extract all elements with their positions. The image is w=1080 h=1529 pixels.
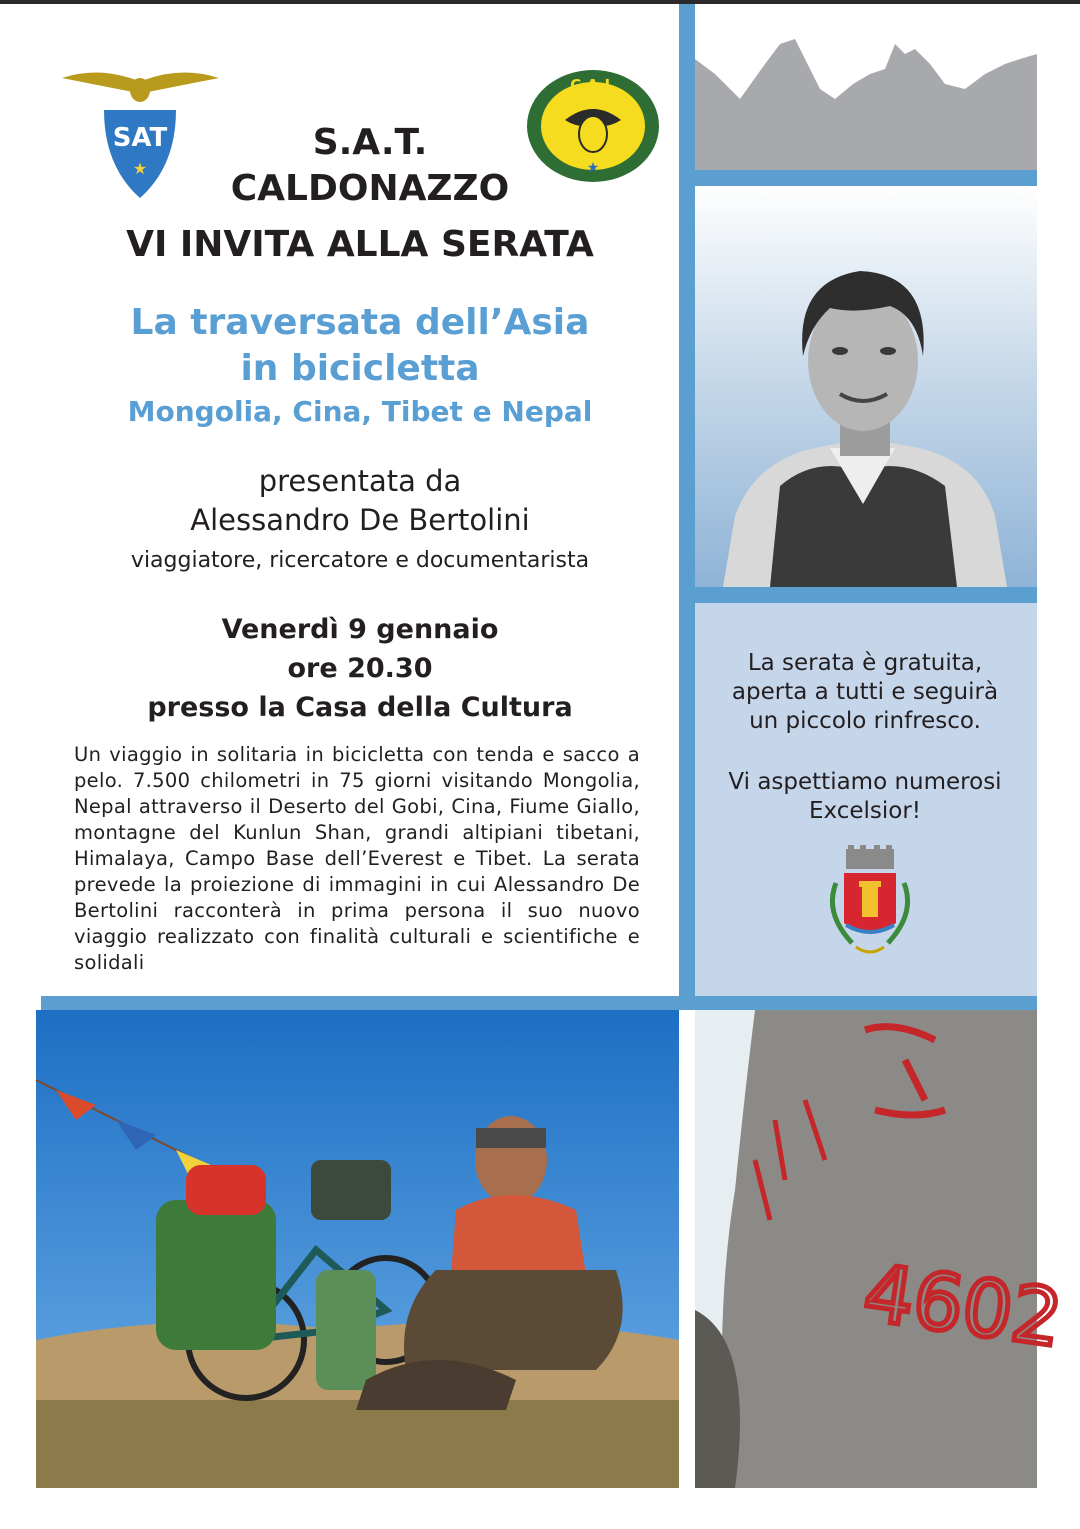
- invitation-heading: VI INVITA ALLA SERATA: [126, 224, 594, 265]
- sat-logo-text: SAT: [112, 123, 168, 153]
- event-title-line2: in bicicletta: [240, 348, 480, 389]
- frame-bar-middle-right: [695, 587, 1037, 603]
- mountain-silhouette: [695, 4, 1037, 170]
- speaker-portrait: [695, 186, 1037, 587]
- mountain-silhouette-panel: [695, 4, 1037, 170]
- event-date: Venerdì 9 gennaio: [221, 614, 499, 645]
- svg-text:★: ★: [132, 159, 148, 178]
- event-venue: presso la Casa della Cultura: [147, 692, 573, 723]
- info-excelsior: Excelsior!: [808, 798, 922, 824]
- event-subtitle: Mongolia, Cina, Tibet e Nepal: [127, 395, 593, 428]
- cyclist-photo: [36, 1010, 679, 1488]
- altitude-number: 4602: [858, 1248, 1068, 1366]
- frame-bar-vertical: [679, 4, 695, 996]
- info-refreshment: un piccolo rinfresco.: [749, 708, 981, 734]
- presented-by-label: presentata da: [258, 464, 462, 498]
- info-open-to-all: aperta a tutti e seguirà: [731, 679, 999, 705]
- event-description: Un viaggio in solitaria in bicicletta con tenda e sacco a pelo. 7.500 chilometri in 75 giorni visitando Mongolia, Nepal attraverso il Deserto del Gobi, Cina, Fiume Giallo, montagne del Kunlun Shan, grandi altipiani tibetani, Himalaya, Campo Base dell’Everest e Tibet. La serata prevede la proiezione di immagini in cui Alessandro De Bertolini racconterà in prima persona il suo nuovo viaggio realizzato con finalità culturali e scientifiche e solidali: [74, 743, 640, 974]
- info-welcome: Vi aspettiamo numerosi: [728, 769, 1002, 795]
- frame-bar-horizontal: [41, 996, 1037, 1010]
- presenter-name: Alessandro De Bertolini: [190, 503, 530, 537]
- svg-text:★: ★: [586, 160, 600, 176]
- cai-logo-text: C.A.I.: [570, 76, 616, 94]
- speaker-portrait-panel: [695, 186, 1037, 587]
- event-time: ore 20.30: [287, 653, 433, 684]
- frame-bar-top: [695, 170, 1037, 186]
- presenter-role: viaggiatore, ricercatore e documentarista: [130, 548, 590, 573]
- altitude-stone-photo: [695, 1010, 1068, 1488]
- organizer-location: CALDONAZZO: [230, 168, 510, 209]
- info-free-entry: La serata è gratuita,: [747, 650, 983, 676]
- municipal-coat-of-arms: [822, 843, 918, 965]
- event-title-line1: La traversata dell’Asia: [130, 302, 590, 343]
- organizer-name: S.A.T.: [312, 122, 428, 163]
